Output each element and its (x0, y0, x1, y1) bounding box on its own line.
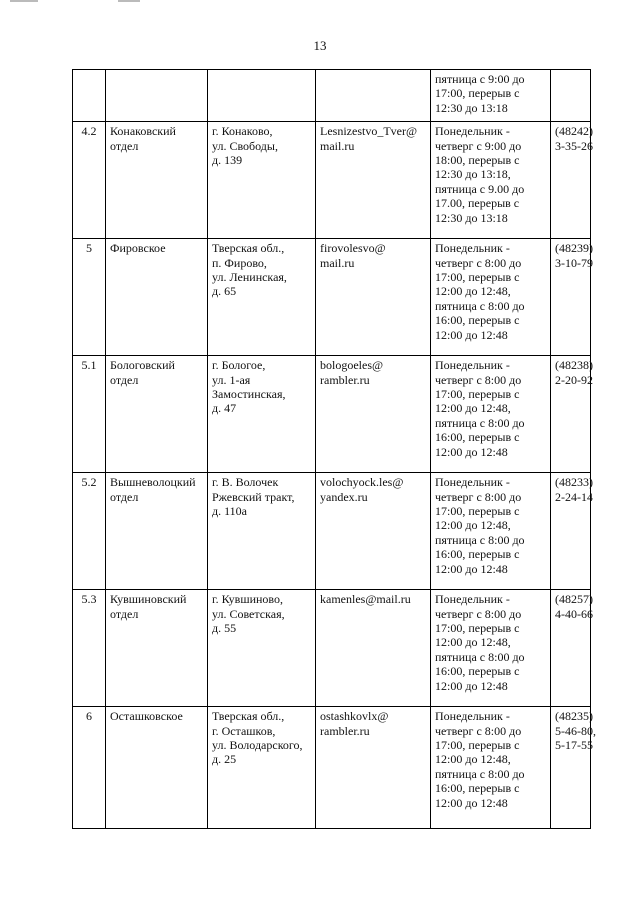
hours-line: 12:30 до 13:18, (435, 167, 511, 182)
phone-line: (48233) (555, 475, 593, 490)
phone-line: 3-35-26 (555, 138, 593, 153)
cell-address (208, 70, 316, 122)
cell-address (208, 590, 316, 707)
cell-name (106, 70, 208, 122)
hours-line: 12:00 до 12:48 (435, 795, 508, 810)
cell-name (106, 356, 208, 473)
name-line: отдел (110, 138, 139, 153)
address-line: г. Бологое, (212, 358, 266, 373)
phone-line: 4-40-66 (555, 606, 593, 621)
cell-email (316, 473, 431, 590)
cell-hours (431, 70, 551, 122)
hours-line: четверг с 8:00 до (435, 255, 522, 270)
name-line: Осташковское (110, 709, 183, 724)
cell-email (316, 707, 431, 829)
hours-line: пятница с 8:00 до (435, 532, 525, 547)
email-line: yandex.ru (320, 489, 368, 504)
email-line: Lesnizestvo_Tver@ (320, 124, 418, 139)
address-line: д. 55 (212, 621, 237, 636)
hours-line: пятница с 8:00 до (435, 766, 525, 781)
cell-name (106, 707, 208, 829)
address-line: д. 65 (212, 284, 237, 299)
hours-line: 17:00, перерыв с (435, 504, 520, 519)
email-line: rambler.ru (320, 372, 370, 387)
table-row (73, 122, 591, 239)
hours-line: 18:00, перерыв с (435, 153, 520, 168)
hours-line: 16:00, перерыв с (435, 664, 520, 679)
phone-line: (48238) (555, 358, 593, 373)
address-line: ул. Советская, (212, 606, 285, 621)
cell-name (106, 590, 208, 707)
hours-line: 16:00, перерыв с (435, 781, 520, 796)
address-line: ул. Ленинская, (212, 270, 287, 285)
hours-line: 17:00, перерыв с (435, 738, 520, 753)
hours-line: четверг с 9:00 до (435, 138, 522, 153)
hours-line: четверг с 8:00 до (435, 489, 522, 504)
cell-address (208, 356, 316, 473)
name-line: Кувшиновский (110, 592, 187, 607)
address-line: Тверская обл., (212, 241, 285, 256)
cell-number: 6 (73, 707, 106, 829)
phone-line: 3-10-79 (555, 255, 593, 270)
cell-number: 5 (73, 239, 106, 356)
phone-line: (48235) (555, 709, 593, 724)
scan-edge-mark (10, 0, 38, 2)
forestry-offices-table (72, 69, 596, 829)
scan-edge-mark (118, 0, 140, 2)
hours-line: 17:00, перерыв с (435, 270, 520, 285)
cell-phone (551, 473, 591, 590)
hours-line: 12:00 до 12:48 (435, 327, 508, 342)
address-line: Ржевский тракт, (212, 489, 295, 504)
hours-line: 16:00, перерыв с (435, 430, 520, 445)
cell-phone (551, 239, 591, 356)
hours-line: 12:00 до 12:48, (435, 752, 511, 767)
name-line: отдел (110, 489, 139, 504)
phone-line: 5-46-80, (555, 723, 596, 738)
cell-hours (431, 356, 551, 473)
email-line: volochyock.les@ (320, 475, 404, 490)
phone-line: 2-24-14 (555, 489, 593, 504)
cell-phone (551, 122, 591, 239)
cell-hours (431, 239, 551, 356)
hours-line: четверг с 8:00 до (435, 723, 522, 738)
hours-line: Понедельник - (435, 709, 510, 724)
cell-phone (551, 590, 591, 707)
address-line: г. Конаково, (212, 124, 273, 139)
phone-line: (48239) (555, 241, 593, 256)
hours-line: 12:00 до 12:48 (435, 561, 508, 576)
hours-line: 17:00, перерыв с (435, 387, 520, 402)
hours-line: Понедельник - (435, 124, 510, 139)
address-line: п. Фирово, (212, 255, 267, 270)
email-line: firovolesvo@ (320, 241, 386, 256)
address-line: д. 47 (212, 401, 237, 416)
address-line: Замостинская, (212, 387, 286, 402)
hours-line: пятница с 8:00 до (435, 415, 525, 430)
table-row (73, 590, 591, 707)
cell-address (208, 239, 316, 356)
hours-line: 12:00 до 12:48 (435, 678, 508, 693)
phone-line: 2-20-92 (555, 372, 593, 387)
address-line: г. Кувшиново, (212, 592, 284, 607)
cell-email (316, 70, 431, 122)
hours-line: Понедельник - (435, 475, 510, 490)
table-row (73, 70, 591, 122)
address-line: ул. Свободы, (212, 138, 278, 153)
cell-email (316, 122, 431, 239)
hours-line: Понедельник - (435, 241, 510, 256)
name-line: отдел (110, 372, 139, 387)
hours-line: пятница с 9.00 до (435, 181, 525, 196)
cell-hours (431, 590, 551, 707)
email-line: mail.ru (320, 255, 355, 270)
hours-line: 12:00 до 12:48, (435, 401, 511, 416)
cell-hours (431, 707, 551, 829)
address-line: ул. 1-ая (212, 372, 251, 387)
cell-email (316, 590, 431, 707)
hours-line: 17:00, перерыв с (435, 621, 520, 636)
cell-address (208, 122, 316, 239)
hours-line: Понедельник - (435, 358, 510, 373)
name-line: Вышневолоцкий (110, 475, 196, 490)
table-row (73, 356, 591, 473)
cell-email (316, 239, 431, 356)
phone-line: 5-17-55 (555, 738, 593, 753)
email-line: kamenles@mail.ru (320, 592, 411, 607)
hours-line: 12:00 до 12:48, (435, 518, 511, 533)
hours-line: 17:00, перерыв с (435, 86, 520, 101)
hours-line: 12:30 до 13:18 (435, 210, 508, 225)
address-line: г. Осташков, (212, 723, 276, 738)
hours-line: четверг с 8:00 до (435, 606, 522, 621)
table-body (73, 70, 596, 829)
hours-line: 16:00, перерыв с (435, 313, 520, 328)
hours-line: четверг с 8:00 до (435, 372, 522, 387)
phone-line: (48242) (555, 124, 593, 139)
cell-number: 5.1 (73, 356, 106, 473)
page-number: 13 (313, 38, 327, 53)
address-line: г. В. Волочек (212, 475, 279, 490)
address-line: ул. Володарского, (212, 738, 303, 753)
hours-line: 12:30 до 13:18 (435, 100, 508, 115)
hours-line: пятница с 9:00 до (435, 72, 525, 86)
cell-number: 5.3 (73, 590, 106, 707)
address-line: д. 25 (212, 752, 237, 767)
table-row (73, 707, 591, 829)
cell-number: 4.2 (73, 122, 106, 239)
address-line: д. 110а (212, 504, 247, 519)
email-line: mail.ru (320, 138, 355, 153)
cell-number: 5.2 (73, 473, 106, 590)
cell-phone (551, 70, 591, 122)
cell-name (106, 122, 208, 239)
email-line: ostashkovlx@ (320, 709, 389, 724)
hours-line: 12:00 до 12:48, (435, 635, 511, 650)
cell-hours (431, 122, 551, 239)
hours-line: Понедельник - (435, 592, 510, 607)
name-line: Конаковский (110, 124, 176, 139)
hours-line: 17.00, перерыв с (435, 196, 520, 211)
phone-line: (48257) (555, 592, 593, 607)
table-row (73, 239, 591, 356)
name-line: Фировское (110, 241, 166, 256)
email-line: rambler.ru (320, 723, 370, 738)
cell-address (208, 707, 316, 829)
hours-line: 12:00 до 12:48 (435, 444, 508, 459)
table-row (73, 473, 591, 590)
hours-line: пятница с 8:00 до (435, 649, 525, 664)
email-line: bologoeles@ (320, 358, 384, 373)
hours-line: 16:00, перерыв с (435, 547, 520, 562)
address-line: Тверская обл., (212, 709, 285, 724)
cell-hours (431, 473, 551, 590)
address-line: д. 139 (212, 153, 243, 168)
hours-line: 12:00 до 12:48, (435, 284, 511, 299)
cell-name (106, 473, 208, 590)
cell-number (73, 70, 106, 122)
cell-address (208, 473, 316, 590)
cell-phone (551, 707, 596, 829)
name-line: отдел (110, 606, 139, 621)
cell-phone (551, 356, 591, 473)
name-line: Бологовский (110, 358, 175, 373)
cell-name (106, 239, 208, 356)
cell-email (316, 356, 431, 473)
hours-line: пятница с 8:00 до (435, 298, 525, 313)
